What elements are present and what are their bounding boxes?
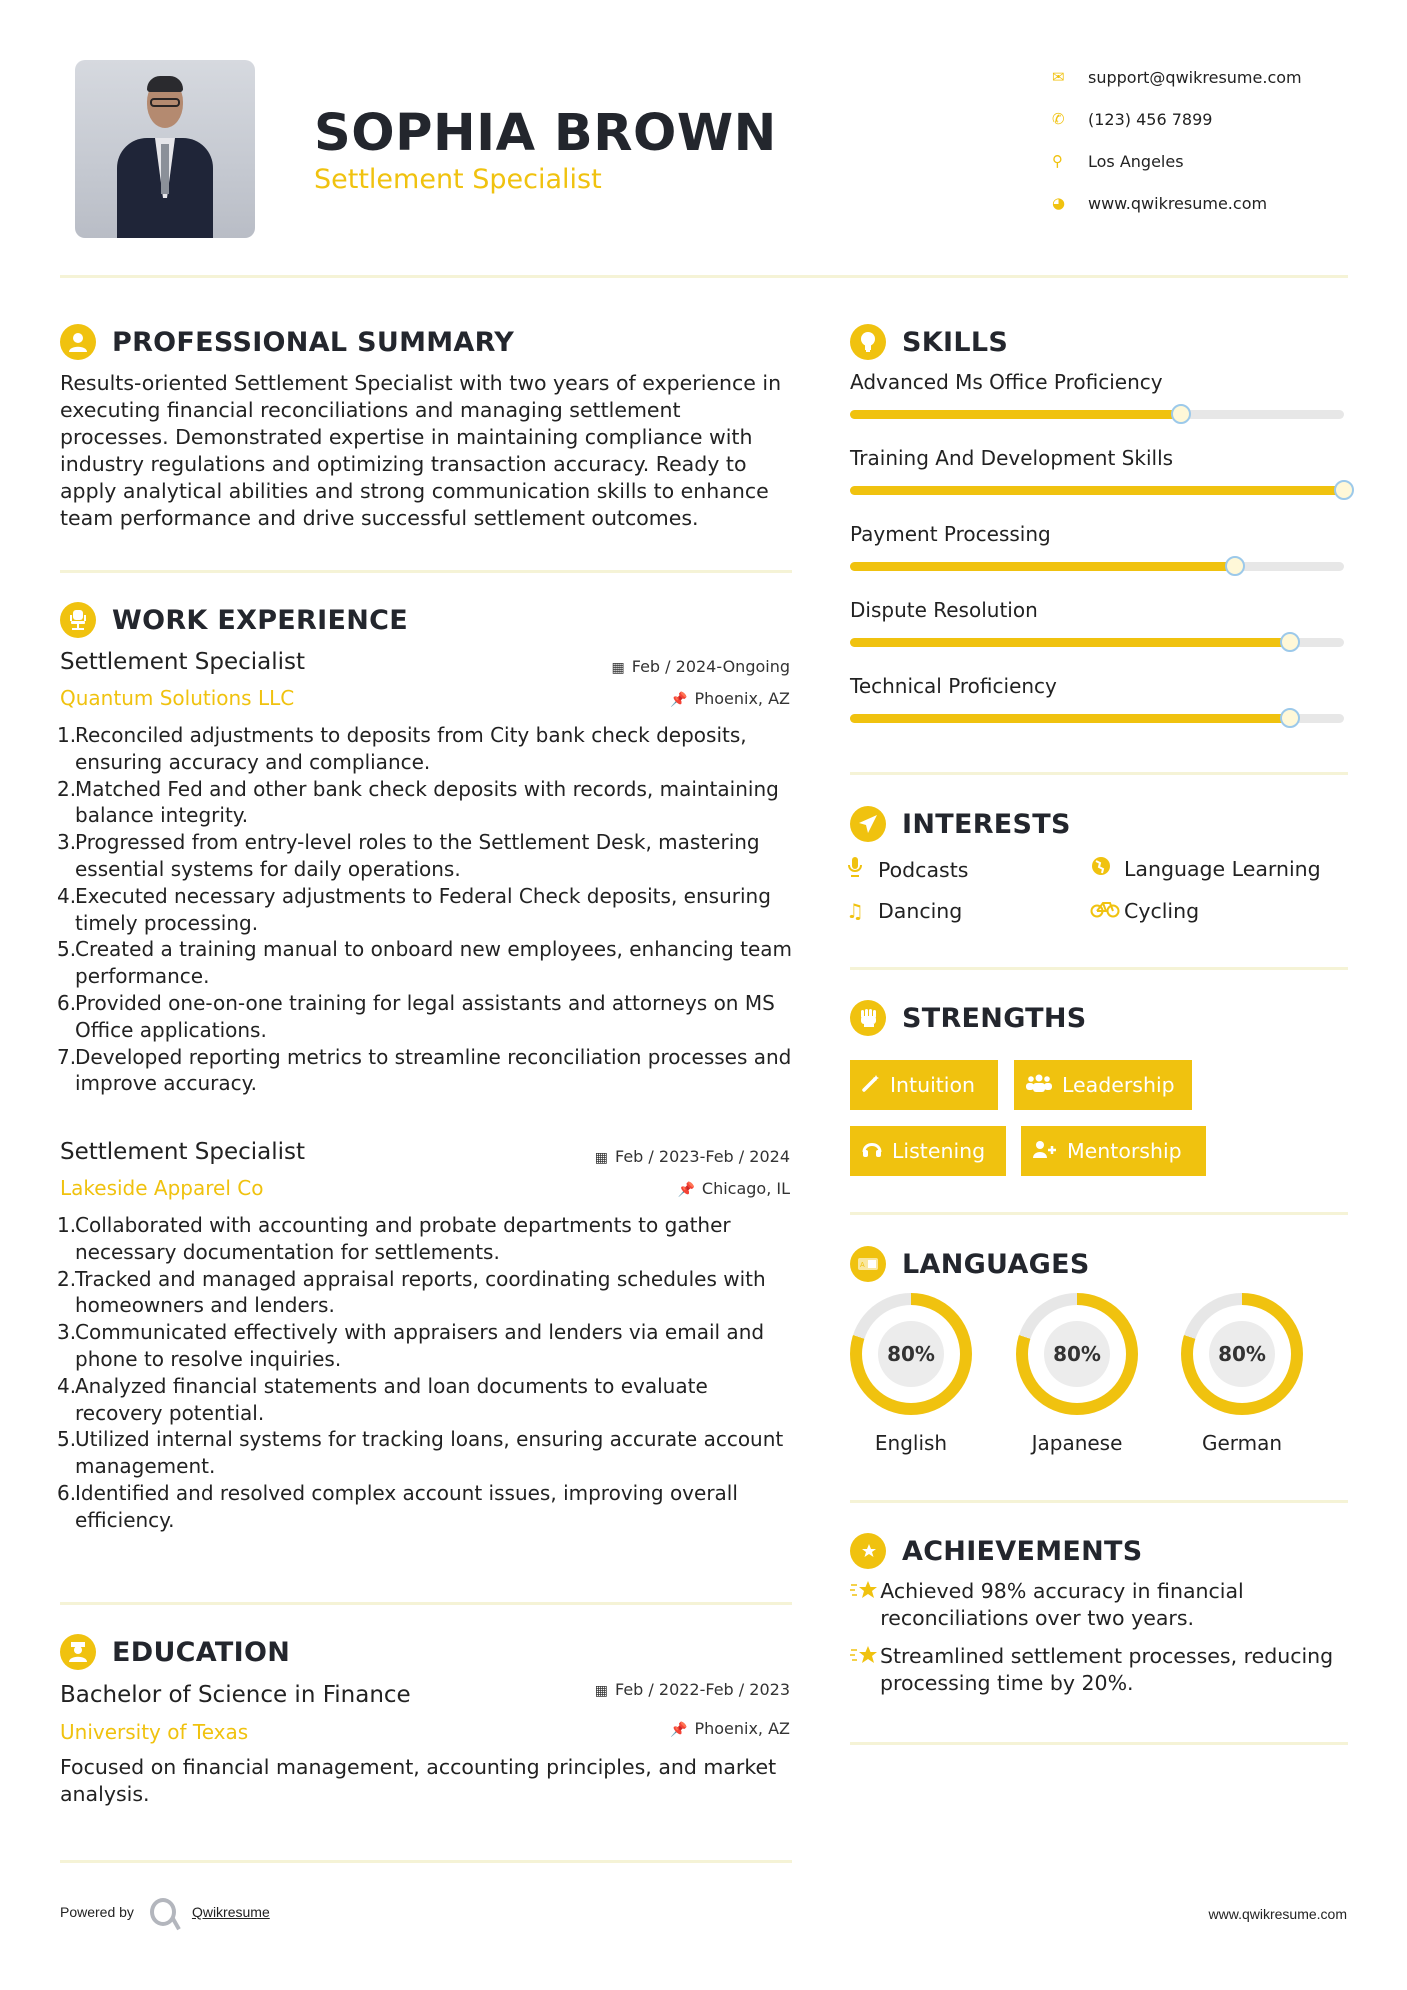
skill-bar [850, 410, 1344, 419]
job-1-dates-text: Feb / 2024-Ongoing [631, 657, 790, 676]
interest-label: Cycling [1124, 899, 1200, 923]
interest-label: Language Learning [1124, 856, 1321, 881]
interests-divider [850, 967, 1348, 970]
skill-bar [850, 714, 1344, 723]
job-1-title: Settlement Specialist [60, 649, 306, 675]
phone-icon: ✆ [1052, 110, 1065, 128]
translate-icon [850, 1246, 886, 1282]
achievements-title: ACHIEVEMENTS [902, 1535, 1143, 1567]
calendar-icon: ▦ [594, 1150, 608, 1166]
calendar-icon: ▦ [611, 660, 625, 676]
progress-ring [1181, 1293, 1303, 1415]
skill-item [850, 674, 1344, 723]
footer-powered-by [60, 1898, 270, 1926]
paper-plane-icon [850, 806, 886, 842]
contact-website[interactable] [1050, 182, 1302, 224]
job-2-bullets [57, 1212, 797, 1534]
strength-chip-listening [850, 1126, 1006, 1176]
skill-item [850, 522, 1344, 571]
skill-label: Advanced Ms Office Proficiency [850, 370, 1163, 394]
user-icon [60, 324, 96, 360]
strength-chip-mentorship [1021, 1126, 1206, 1176]
user-plus-icon [1033, 1140, 1057, 1163]
list-item: 1. Reconciled adjustments to deposits from City bank check deposits, ensuring accuracy and compliance. [57, 723, 747, 774]
language-german [1181, 1293, 1303, 1455]
job-2-location [677, 1179, 790, 1198]
skill-label: Technical Proficiency [850, 674, 1057, 698]
skill-item [850, 370, 1344, 419]
contact-website-text: www.qwikresume.com [1088, 193, 1268, 213]
education-title: EDUCATION [112, 1636, 291, 1668]
experience-divider [60, 1602, 792, 1605]
skill-bar [850, 638, 1344, 647]
job-2-title: Settlement Specialist [60, 1139, 306, 1165]
job-2-dates-text: Feb / 2023-Feb / 2024 [615, 1147, 790, 1166]
job-1-location [670, 689, 790, 708]
music-note-icon: ♫ [846, 899, 864, 923]
slider-knob [1334, 480, 1354, 500]
education-dates [595, 1680, 790, 1699]
skill-item [850, 446, 1344, 495]
strength-label: Mentorship [1067, 1139, 1182, 1163]
skills-divider [850, 772, 1348, 775]
summary-divider [60, 570, 792, 573]
list-item: 1. Collaborated with accounting and probate departments to gather necessary documentation for settlements. [57, 1213, 731, 1264]
summary-heading [60, 324, 514, 360]
profile-photo [75, 60, 255, 238]
language-name: Japanese [1031, 1431, 1123, 1455]
contact-phone-text: (123) 456 7899 [1088, 109, 1213, 129]
interest-cycling [1090, 899, 1199, 923]
job-1-dates [612, 657, 790, 676]
progress-ring [1016, 1293, 1138, 1415]
achievement-item [850, 1578, 1350, 1632]
job-1-location-text: Phoenix, AZ [694, 689, 790, 708]
strength-label: Listening [892, 1139, 986, 1163]
slider-knob [1280, 708, 1300, 728]
strengths-heading [850, 1000, 1087, 1036]
job-2-location-text: Chicago, IL [701, 1179, 790, 1198]
contact-list [1050, 56, 1302, 224]
pushpin-icon: 📌 [670, 692, 688, 708]
header-divider [60, 275, 1348, 278]
language-japanese [1016, 1293, 1138, 1455]
contact-location-text: Los Angeles [1088, 151, 1184, 171]
language-percent: 80% [1209, 1321, 1275, 1387]
languages-title: LANGUAGES [902, 1248, 1090, 1280]
interests-heading [850, 806, 1071, 842]
slider-knob [1225, 556, 1245, 576]
achievement-text: Streamlined settlement processes, reducing processing time by 20%. [880, 1644, 1334, 1695]
list-item: 3. Progressed from entry-level roles to the Settlement Desk, mastering essential systems for daily operations. [57, 830, 760, 881]
job-1-bullets [57, 722, 797, 1097]
achievement-item [850, 1643, 1350, 1697]
star-badge-icon [850, 1533, 886, 1569]
qwikresume-link[interactable]: Qwikresume [191, 1904, 270, 1920]
progress-ring [850, 1293, 972, 1415]
graduate-icon [60, 1634, 96, 1670]
education-location-text: Phoenix, AZ [694, 1719, 790, 1738]
education-location [670, 1719, 790, 1738]
shooting-star-icon [850, 1578, 880, 1632]
contact-email[interactable] [1050, 56, 1302, 98]
achievements-divider [850, 1742, 1348, 1745]
education-dates-text: Feb / 2022-Feb / 2023 [615, 1680, 790, 1699]
job-2-company: Lakeside Apparel Co [60, 1176, 264, 1200]
summary-text: Results-oriented Settlement Specialist with two years of experience in executing financial reconciliations and managing settlement processes. Demonstrated expertise in maintaining compliance with industry regulations and optimizing transaction accuracy. Ready to apply analytical abilities and strong communication skills to enhance team performance and drive successful settlement outcomes. [60, 371, 782, 530]
strength-chip-leadership [1014, 1060, 1192, 1110]
list-item: 3. Communicated effectively with appraisers and lenders via email and phone to resolve inquiries. [57, 1320, 765, 1371]
office-chair-icon [60, 602, 96, 638]
language-name: German [1201, 1431, 1283, 1455]
achievements-heading [850, 1533, 1143, 1569]
headphones-icon [862, 1140, 882, 1163]
contact-phone[interactable] [1050, 98, 1302, 140]
slider-knob [1280, 632, 1300, 652]
education-divider [60, 1860, 792, 1863]
language-percent: 80% [878, 1321, 944, 1387]
interest-label: Dancing [878, 899, 963, 923]
strengths-title: STRENGTHS [902, 1002, 1087, 1034]
list-item: 6. Provided one-on-one training for legal assistants and attorneys on MS Office applications. [57, 990, 775, 1042]
languages-heading [850, 1246, 1090, 1282]
photo-tie [161, 144, 169, 194]
strength-label: Intuition [890, 1073, 976, 1097]
education-description: Focused on financial management, accounting principles, and market analysis. [60, 1755, 777, 1806]
list-item: 5. Utilized internal systems for tracking loans, ensuring accurate account management. [57, 1427, 784, 1479]
interest-podcasts [844, 856, 968, 883]
fist-icon [850, 1000, 886, 1036]
experience-heading [60, 602, 408, 638]
skill-bar [850, 486, 1344, 495]
users-icon [1026, 1074, 1052, 1097]
skills-title: SKILLS [902, 326, 1009, 358]
school-name: University of Texas [60, 1720, 249, 1744]
summary-title: PROFESSIONAL SUMMARY [112, 326, 515, 358]
candidate-name: SOPHIA BROWN [314, 104, 777, 163]
envelope-icon: ✉ [1052, 68, 1065, 86]
skills-heading [850, 324, 1008, 360]
powered-by-label: Powered by [60, 1904, 134, 1920]
svg-text:A: A [860, 1262, 865, 1269]
pushpin-icon: 📌 [670, 1722, 688, 1738]
skill-label: Training And Development Skills [850, 446, 1174, 470]
languages-divider [850, 1500, 1348, 1503]
photo-glasses [150, 98, 180, 107]
skill-item [850, 598, 1344, 647]
calendar-icon: ▦ [594, 1683, 608, 1699]
language-percent: 80% [1044, 1321, 1110, 1387]
slider-knob [1171, 404, 1191, 424]
contact-location [1050, 140, 1302, 182]
strengths-divider [850, 1212, 1348, 1215]
footer-website[interactable]: www.qwikresume.com [1208, 1906, 1347, 1922]
language-english [850, 1293, 972, 1455]
interest-language-learning [1090, 856, 1321, 881]
job-1-company: Quantum Solutions LLC [60, 686, 295, 710]
interest-dancing [844, 899, 962, 923]
list-item: 2. Matched Fed and other bank check deposits with records, maintaining balance integrity. [57, 776, 779, 828]
list-item: 4. Analyzed financial statements and loan documents to evaluate recovery potential. [57, 1373, 708, 1425]
microphone-icon [844, 856, 866, 883]
list-item: 7. Developed reporting metrics to streamline reconciliation processes and improve accuracy. [57, 1044, 792, 1096]
list-item: 4. Executed necessary adjustments to Federal Check deposits, ensuring timely processing. [57, 883, 771, 935]
qwikresume-logo-icon [150, 1898, 176, 1926]
skill-label: Dispute Resolution [850, 598, 1038, 622]
magic-wand-icon [862, 1074, 880, 1097]
strength-label: Leadership [1062, 1073, 1175, 1097]
bicycle-icon [1090, 899, 1112, 923]
lightbulb-icon [850, 324, 886, 360]
job-2-dates [595, 1147, 790, 1166]
achievement-text: Achieved 98% accuracy in financial reconciliations over two years. [880, 1579, 1244, 1630]
globe-icon [1090, 856, 1112, 881]
interest-label: Podcasts [878, 857, 969, 882]
list-item: 5. Created a training manual to onboard new employees, enhancing team performance. [57, 937, 792, 989]
skill-bar [850, 562, 1344, 571]
experience-title: WORK EXPERIENCE [112, 604, 408, 636]
contact-email-text: support@qwikresume.com [1088, 67, 1302, 87]
globe-icon: ◕ [1052, 194, 1066, 212]
photo-hair [147, 76, 183, 92]
candidate-title: Settlement Specialist [314, 164, 602, 195]
map-marker-icon: ⚲ [1052, 152, 1063, 170]
shooting-star-icon [850, 1643, 880, 1697]
strength-chip-intuition [850, 1060, 998, 1110]
pushpin-icon: 📌 [677, 1182, 695, 1198]
degree-title: Bachelor of Science in Finance [60, 1682, 411, 1708]
interests-title: INTERESTS [902, 808, 1071, 840]
skill-label: Payment Processing [850, 522, 1051, 546]
list-item: 2. Tracked and managed appraisal reports, coordinating schedules with homeowners and lenders. [57, 1266, 766, 1318]
language-name: English [874, 1431, 948, 1455]
education-heading [60, 1634, 290, 1670]
list-item: 6. Identified and resolved complex account issues, improving overall efficiency. [57, 1480, 738, 1532]
